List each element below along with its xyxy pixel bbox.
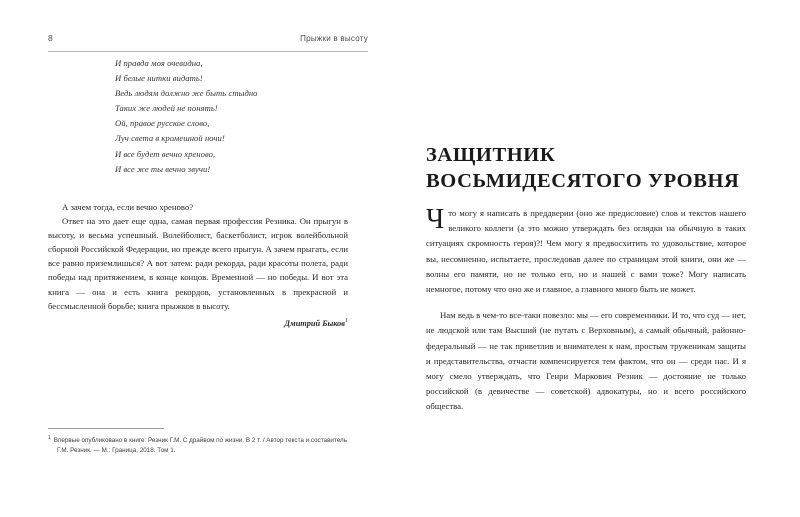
chapter-title-line-2: ВОСЬМИДЕСЯТОГО УРОВНЯ bbox=[426, 169, 740, 192]
poem-block bbox=[115, 56, 365, 177]
signature-name: Дмитрий Быков bbox=[284, 318, 345, 328]
chapter-title-line-1: ЗАЩИТНИК bbox=[426, 143, 556, 166]
drop-cap: Ч bbox=[426, 204, 445, 235]
poem-line: Таких же людей не понять! bbox=[115, 103, 218, 114]
body-paragraph-text: то могу я написать в преддверии (оно же предисловие) слов и текстов нашего великого коллеги (а это можно утверждать без оглядки на обычную в таких ситуациях скромность героя)?! Чем могу я предвосхитить то удовольствие, которое вы, несомненно, испытаете, проследовав далее по страницам этой книги, они же — волны его памяти, но не только его, но и нашей с вами тоже? Могу написать немногое, потому что оно же и главное, а главного много быть не может. bbox=[426, 208, 746, 295]
right-page bbox=[400, 0, 800, 517]
footnote-body: Впервые опубликовано в книге: Резник Г.М. С драйвом по жизни. В 2 т. / Автор текста и составитель Г.М. Резник. — М.: Граница, 2018. Том 1. bbox=[53, 437, 348, 454]
poem-line: И белые нитки видать! bbox=[115, 73, 203, 84]
footnote-reference: 1 bbox=[345, 317, 348, 324]
poem-line: И все же ты вечно звучи! bbox=[115, 163, 211, 174]
body-paragraph: Нам ведь в чем-то все-таки повезло: мы — его современники. И то, что суд — нет, не людской или там Высший (не путать с Верховным), а самый обычный, районно-федеральный — не так приветлив и внимателен к нам, простым труженикам защиты и представительства, отчасти компенсируется тем фактом, что он — среди нас. И я могу смело утверждать, что Генри Маркович Резник — достояние не только российской (в девичестве — советской) адвокатуры, но и всего российского общества. bbox=[426, 310, 746, 412]
footnote-text bbox=[48, 434, 348, 455]
right-page-body bbox=[426, 206, 746, 426]
running-title: Прыжки в высоту bbox=[300, 34, 368, 43]
chapter-title bbox=[426, 142, 746, 194]
poem-line: Ой, правое русское слово, bbox=[115, 118, 210, 129]
poem-line: Луч света в кромешной ночи! bbox=[115, 133, 225, 144]
poem-line: Ведь людям должно же быть стыдно bbox=[115, 88, 258, 99]
footnote-separator-rule bbox=[48, 428, 164, 429]
poem-line: И все будет вечно хреново, bbox=[115, 148, 216, 159]
footnote-block bbox=[48, 428, 348, 455]
poem-line: И правда моя очевидна, bbox=[115, 58, 203, 68]
body-paragraph-opening bbox=[426, 206, 746, 297]
left-page-body bbox=[48, 200, 348, 328]
author-signature bbox=[48, 318, 348, 328]
running-head bbox=[48, 33, 368, 52]
page-number: 8 bbox=[48, 33, 53, 43]
body-paragraph: Ответ на это дает еще одна, самая первая профессия Резника. Он прыгун в высоту, и весьма успешный. Волейболист, баскетболист, игрок волейбольной сборной Российской Федерации, но прежде всего прыгун. А зачем прыгать, если все равно приземлишься? А вот затем: ради рекорда, ради красоты полета, ради победы над притяжением, в конце концов. Временной — но победы. И вот эта книга — она и есть книга рекордов, установленных в прекрасной и бессмысленной борьбе; книга прыжков в высоту. bbox=[48, 216, 348, 311]
body-paragraph: А зачем тогда, если вечно хреново? bbox=[62, 202, 194, 212]
footnote-marker: 1 bbox=[48, 435, 51, 441]
